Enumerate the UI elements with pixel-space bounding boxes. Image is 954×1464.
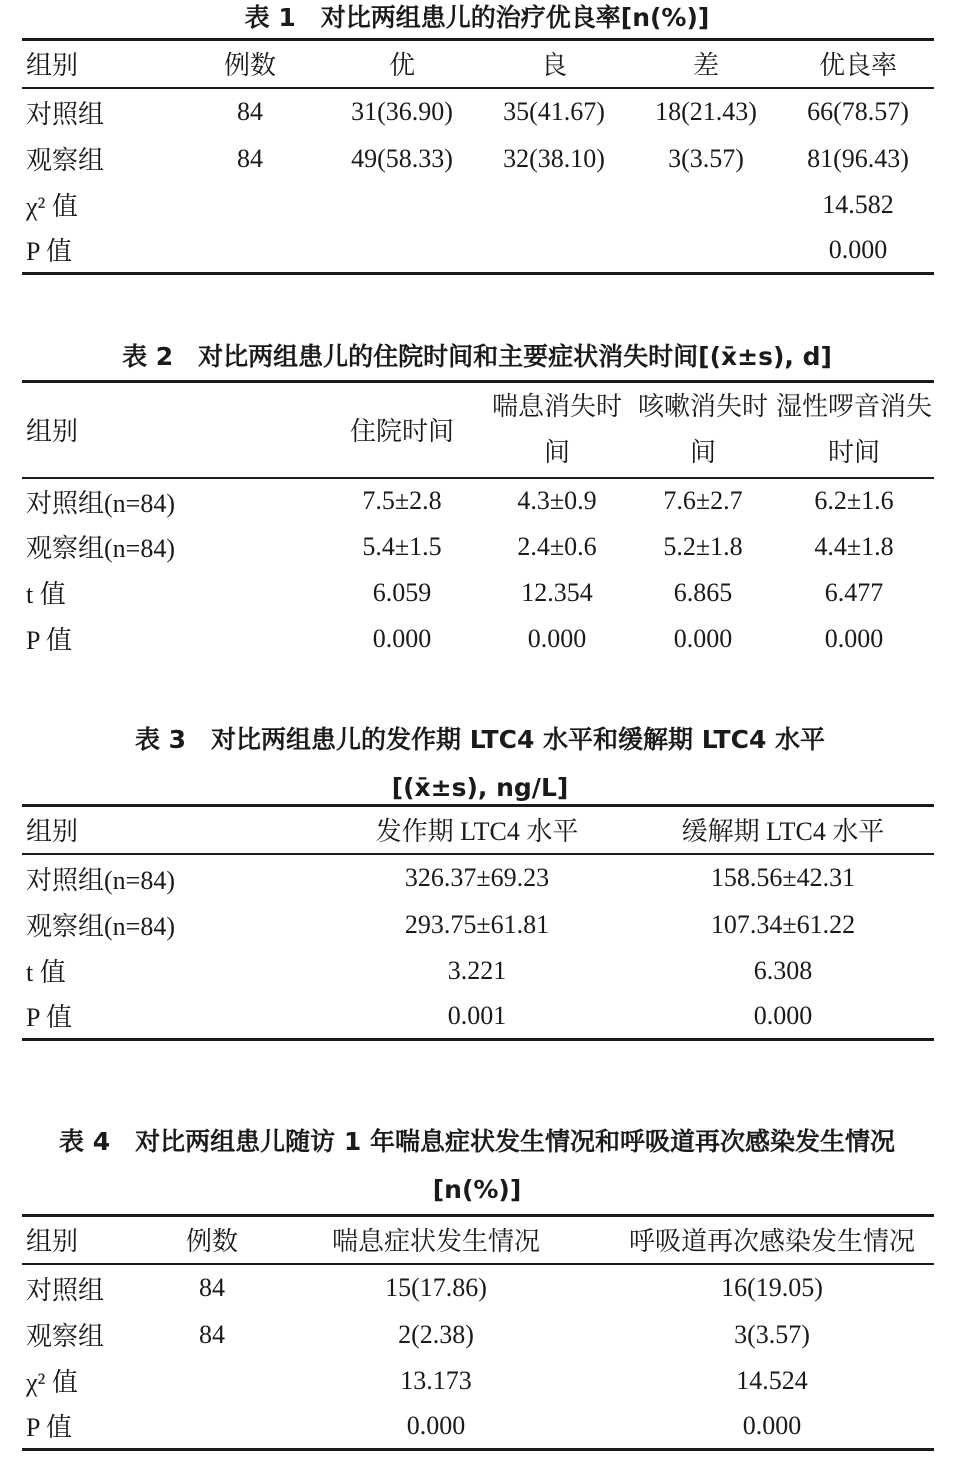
chi-square-value: 14.582: [822, 189, 894, 219]
table-cell: 7.5±2.8: [362, 486, 442, 515]
chi-square-value: 13.173: [400, 1365, 472, 1395]
t-value-label: t 值: [26, 958, 66, 987]
table1-header-row: [22, 40, 934, 88]
table-row: [22, 902, 934, 948]
table-row: [22, 1358, 934, 1404]
table-cell: 18(21.43): [655, 97, 757, 126]
table2-caption: 表 2 对比两组患儿的住院时间和主要症状消失时间[(x̄±s), d]: [122, 342, 832, 371]
chi-square-label: χ² 值: [26, 1368, 78, 1397]
table-cell: 7.6±2.7: [663, 486, 743, 515]
table-row: [22, 136, 934, 182]
table-cell: 2.4±0.6: [517, 531, 597, 561]
chi-square-value: 14.524: [736, 1365, 808, 1395]
p-value-label: P 值: [26, 626, 72, 655]
p-value-label: P 值: [22, 1404, 162, 1450]
table-cell: 6.865: [673, 577, 733, 607]
table-row: [22, 88, 934, 136]
table-cell: 0.000: [824, 623, 884, 653]
table-cell: 3.221: [447, 955, 507, 985]
table3-caption: 表 3 对比两组患儿的发作期 LTC4 水平和缓解期 LTC4 水平[(x̄±s), ng/L]: [134, 725, 826, 802]
chi-square-label: χ² 值: [26, 192, 78, 221]
table-cell: 15(17.86): [385, 1273, 487, 1302]
table4-header-reinfection: 呼吸道再次感染发生情况: [610, 1216, 934, 1264]
table-cell: 158.56±42.31: [710, 863, 856, 892]
table-cell: 观察组(n=84): [26, 534, 175, 563]
table1-header-poor: 差: [630, 40, 782, 88]
table2-header-rales: 湿性啰音消失时间: [774, 382, 934, 478]
table4-caption: 表 4 对比两组患儿随访 1 年喘息症状发生情况和呼吸道再次感染发生情况[n(%)]: [59, 1127, 895, 1204]
table-cell: 66(78.57): [807, 97, 909, 126]
table-cell: 对照组: [26, 1275, 105, 1305]
table-cell: 6.308: [753, 955, 813, 985]
table1-header-good: 良: [478, 40, 630, 88]
table-cell: 81(96.43): [807, 143, 909, 173]
p-value-label: P 值: [22, 228, 174, 274]
table-row: [22, 182, 934, 228]
p-value: 0.000: [782, 228, 934, 274]
table-cell: 0.000: [372, 623, 432, 653]
p-value-label: P 值: [22, 994, 322, 1040]
table1-caption: 表 1 对比两组患儿的治疗优良率[n(%)]: [244, 3, 710, 32]
table4: [22, 1214, 934, 1451]
table-row: [22, 1312, 934, 1358]
table-cell: 326.37±69.23: [404, 863, 550, 892]
table-cell: 84: [199, 1273, 225, 1302]
table-cell: 0.000: [527, 623, 587, 653]
table-cell: 84: [237, 143, 263, 173]
table2-header-row: [22, 382, 934, 478]
p-value: 0.000: [610, 1404, 934, 1450]
t-value-label: t 值: [26, 580, 66, 609]
table-cell: 3(3.57): [668, 143, 744, 173]
table-row: [22, 478, 934, 524]
table-row: [22, 616, 934, 662]
table-cell: 对照组(n=84): [26, 865, 175, 895]
table4-header-group: 组别: [22, 1216, 162, 1264]
table1: [22, 38, 934, 275]
table-cell: 5.2±1.8: [663, 531, 743, 561]
table-cell: 31(36.90): [351, 97, 453, 126]
table1-header-excellent: 优: [326, 40, 478, 88]
table-cell: 0.000: [673, 623, 733, 653]
table-cell: 16(19.05): [721, 1273, 823, 1302]
table-cell: 35(41.67): [503, 97, 605, 126]
table-cell: 2(2.38): [398, 1319, 474, 1349]
table-cell: 32(38.10): [503, 143, 605, 173]
table-cell: 4.4±1.8: [814, 531, 894, 561]
table-cell: 观察组: [26, 1322, 105, 1351]
table-cell: 107.34±61.22: [710, 909, 856, 939]
table1-header-count: 例数: [174, 40, 326, 88]
table3-header-row: [22, 806, 934, 854]
table-cell: 6.2±1.6: [814, 486, 894, 515]
table-cell: 对照组: [26, 99, 105, 129]
table2-header-stay: 住院时间: [322, 382, 482, 478]
table4-header-count: 例数: [162, 1216, 262, 1264]
table-row: [22, 1264, 934, 1312]
table-cell: 84: [199, 1319, 225, 1349]
table-row: [22, 524, 934, 570]
table-row: [22, 854, 934, 902]
table-cell: 84: [237, 97, 263, 126]
table-row: [22, 570, 934, 616]
table-row: [22, 994, 934, 1040]
table1-header-rate: 优良率: [782, 40, 934, 88]
table2-header-wheeze: 喘息消失时间: [482, 382, 632, 478]
table-cell: 4.3±0.9: [517, 486, 597, 515]
table3: [22, 804, 934, 1041]
table-cell: 49(58.33): [351, 143, 453, 173]
table-cell: 3(3.57): [734, 1319, 810, 1349]
table3-header-attack: 发作期 LTC4 水平: [322, 806, 632, 854]
table-cell: 5.4±1.5: [362, 531, 442, 561]
table-cell: 对照组(n=84): [26, 488, 175, 518]
table-cell: 293.75±61.81: [404, 909, 550, 939]
table3-header-remission: 缓解期 LTC4 水平: [632, 806, 934, 854]
table1-header-group: 组别: [22, 40, 174, 88]
table-row: [22, 1404, 934, 1450]
table4-header-wheeze: 喘息症状发生情况: [262, 1216, 610, 1264]
table-cell: 12.354: [521, 577, 593, 607]
p-value: 0.000: [262, 1404, 610, 1450]
table-cell: 6.059: [372, 577, 432, 607]
table-cell: 0.000: [632, 994, 934, 1040]
table2-header-cough: 咳嗽消失时间: [632, 382, 774, 478]
table2-header-group: 组别: [22, 382, 322, 478]
table4-header-row: [22, 1216, 934, 1264]
table-row: [22, 948, 934, 994]
table-row: [22, 228, 934, 274]
table-cell: 0.001: [322, 994, 632, 1040]
table2: [22, 380, 934, 662]
table3-header-group: 组别: [22, 806, 322, 854]
table-cell: 观察组: [26, 146, 105, 175]
table-cell: 观察组(n=84): [26, 912, 175, 941]
table-cell: 6.477: [824, 577, 884, 607]
